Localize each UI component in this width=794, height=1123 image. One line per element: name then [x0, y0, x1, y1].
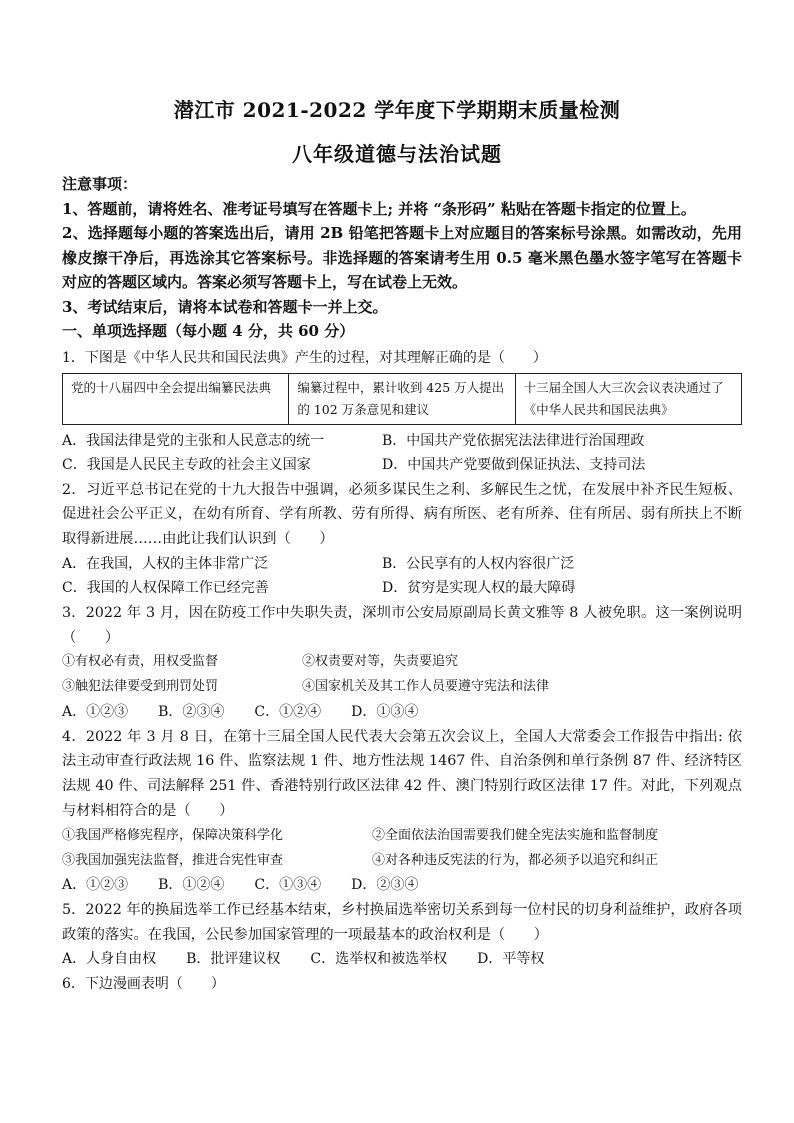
statement-row: [62, 849, 742, 874]
question-stem: 4．2022 年 3 月 8 日，在第十三届全国人民代表大会第五次会议上，全国人大常委会工作报告中指出: 依法主动审查行政法规 16 件、监察法规 1 件、地方性法规 1467 件、自治条例和单行条例 87 件、经济特区法规 40 件、司法解释 251 件、香港特别行政区法律 42 件、澳门特别行政区法律 17 件。对此，下列观点与材料相符合的是（ ）: [62, 728, 742, 819]
option-b: B．公民享有的人权内容很广泛: [382, 555, 575, 572]
statement: ①有权必有责，用权受监督: [62, 654, 219, 670]
option-row: [62, 429, 742, 454]
option-a: A．在我国，人权的主体非常广泛: [62, 555, 269, 572]
statement: ②全面依法治国需要我们健全宪法实施和监督制度: [372, 827, 659, 843]
table-cell: 党的十八届四中全会提出编纂民法典: [63, 373, 289, 424]
option-a: A．人身自由权: [62, 951, 157, 968]
section-heading: 一、单项选择题（每小题 4 分，共 60 分）: [62, 322, 355, 340]
option-d: D．贫穷是实现人权的最大障碍: [382, 580, 576, 597]
option-a: A．①②③: [62, 704, 129, 721]
notice-heading: 注意事项：: [62, 175, 138, 193]
notice-item: 2、选择题每小题的答案选出后，请用 2B 铅笔把答题卡上对应题目的答案标号涂黑。如需改动，先用橡皮擦干净后，再选涂其它答案标号。非选择题的答案请考生用 0.5 毫米黑色墨水签字笔写在答题卡对应的答题区域内。答案必须写答题卡上，写在试卷上无效。: [62, 224, 742, 291]
statement: ④对各种违反宪法的行为，都必须予以追究和纠正: [372, 852, 659, 868]
option-a: A．我国法律是党的主张和人民意志的统一: [62, 432, 325, 449]
statement: ①我国严格修宪程序，保障决策科学化: [62, 827, 284, 843]
option-b: B．①②④: [158, 877, 225, 894]
option-b: B．批评建议权: [186, 951, 281, 968]
notice-block: [62, 172, 742, 344]
option-d: D．②③④: [351, 877, 419, 894]
option-row: [62, 700, 742, 725]
statement-row: [62, 675, 742, 700]
statement: ③触犯法律要受到刑罚处罚: [62, 679, 219, 695]
notice-item: 1、答题前，请将姓名、准考证号填写在答题卡上; 并将 “条形码” 粘贴在答题卡指定的位置上。: [62, 199, 696, 218]
option-c: C．我国的人权保障工作已经完善: [62, 580, 269, 597]
question-stem: 5．2022 年的换届选举工作已经基本结束，乡村换届选举密切关系到每一位村民的切身利益维护，政府各项政策的落实。在我国，公民参加国家管理的一项最基本的政治权利是（ ）: [62, 901, 742, 943]
table-cell: 十三届全国人大三次会议表决通过了《中华人民共和国民法典》: [515, 373, 741, 424]
option-c: C．我国是人民民主专政的社会主义国家: [62, 457, 311, 473]
option-a: A．①②③: [62, 877, 129, 894]
option-b: B．中国共产党依据宪法法律进行治国理政: [382, 432, 645, 449]
exam-subtitle: 八年级道德与法治试题: [292, 142, 502, 166]
exam-title: 潜江市 2021-2022 学年度下学期期末质量检测: [173, 98, 621, 122]
table-cell: 编纂过程中，累计收到 425 万人提出的 102 万条意见和建议: [289, 373, 515, 424]
question-stem: 2．习近平总书记在党的十九大报告中强调，必须多谋民生之利、多解民生之忧，在发展中补齐民生短板、促进社会公平正义，在幼有所育、学有所教、劳有所得、病有所医、老有所养、住有所居、弱有所扶上不断取得新进展……由此让我们认识到（ ）: [62, 481, 742, 548]
statement: ③我国加强宪法监督，推进合宪性审查: [62, 852, 284, 868]
option-c: C．①②④: [254, 704, 322, 721]
statement: ④国家机关及其工作人员要遵守宪法和法律: [302, 679, 550, 695]
option-c: C．选举权和被选举权: [310, 951, 448, 968]
option-b: B．②③④: [158, 704, 225, 721]
option-row: [62, 552, 742, 577]
question-stem: 1．下图是《中华人民共和国民法典》产生的过程，对其理解正确的是（ ）: [62, 350, 547, 366]
option-row: [62, 576, 742, 601]
statement: ②权责要对等，失责要追究: [302, 654, 459, 670]
question-stem: 3．2022 年 3 月，因在防疫工作中失职失责，深圳市公安局原副局长黄文雅等 8 人被免职。这一案例说明（ ）: [62, 604, 742, 646]
option-d: D．平等权: [477, 951, 545, 968]
option-row: [62, 873, 742, 898]
option-row: [62, 947, 742, 972]
option-d: D．①③④: [351, 704, 419, 721]
process-table: [62, 373, 742, 425]
option-c: C．①③④: [254, 877, 322, 894]
option-row: [62, 453, 742, 478]
notice-item: 3、考试结束后，请将本试卷和答题卡一并上交。: [62, 297, 388, 316]
statement-row: [62, 650, 742, 675]
questions-block: [62, 346, 742, 996]
option-d: D．中国共产党要做到保证执法、支持司法: [382, 457, 646, 473]
question-stem: 6．下边漫画表明（ ）: [62, 975, 225, 992]
statement-row: [62, 824, 742, 849]
table-row: [63, 373, 742, 424]
